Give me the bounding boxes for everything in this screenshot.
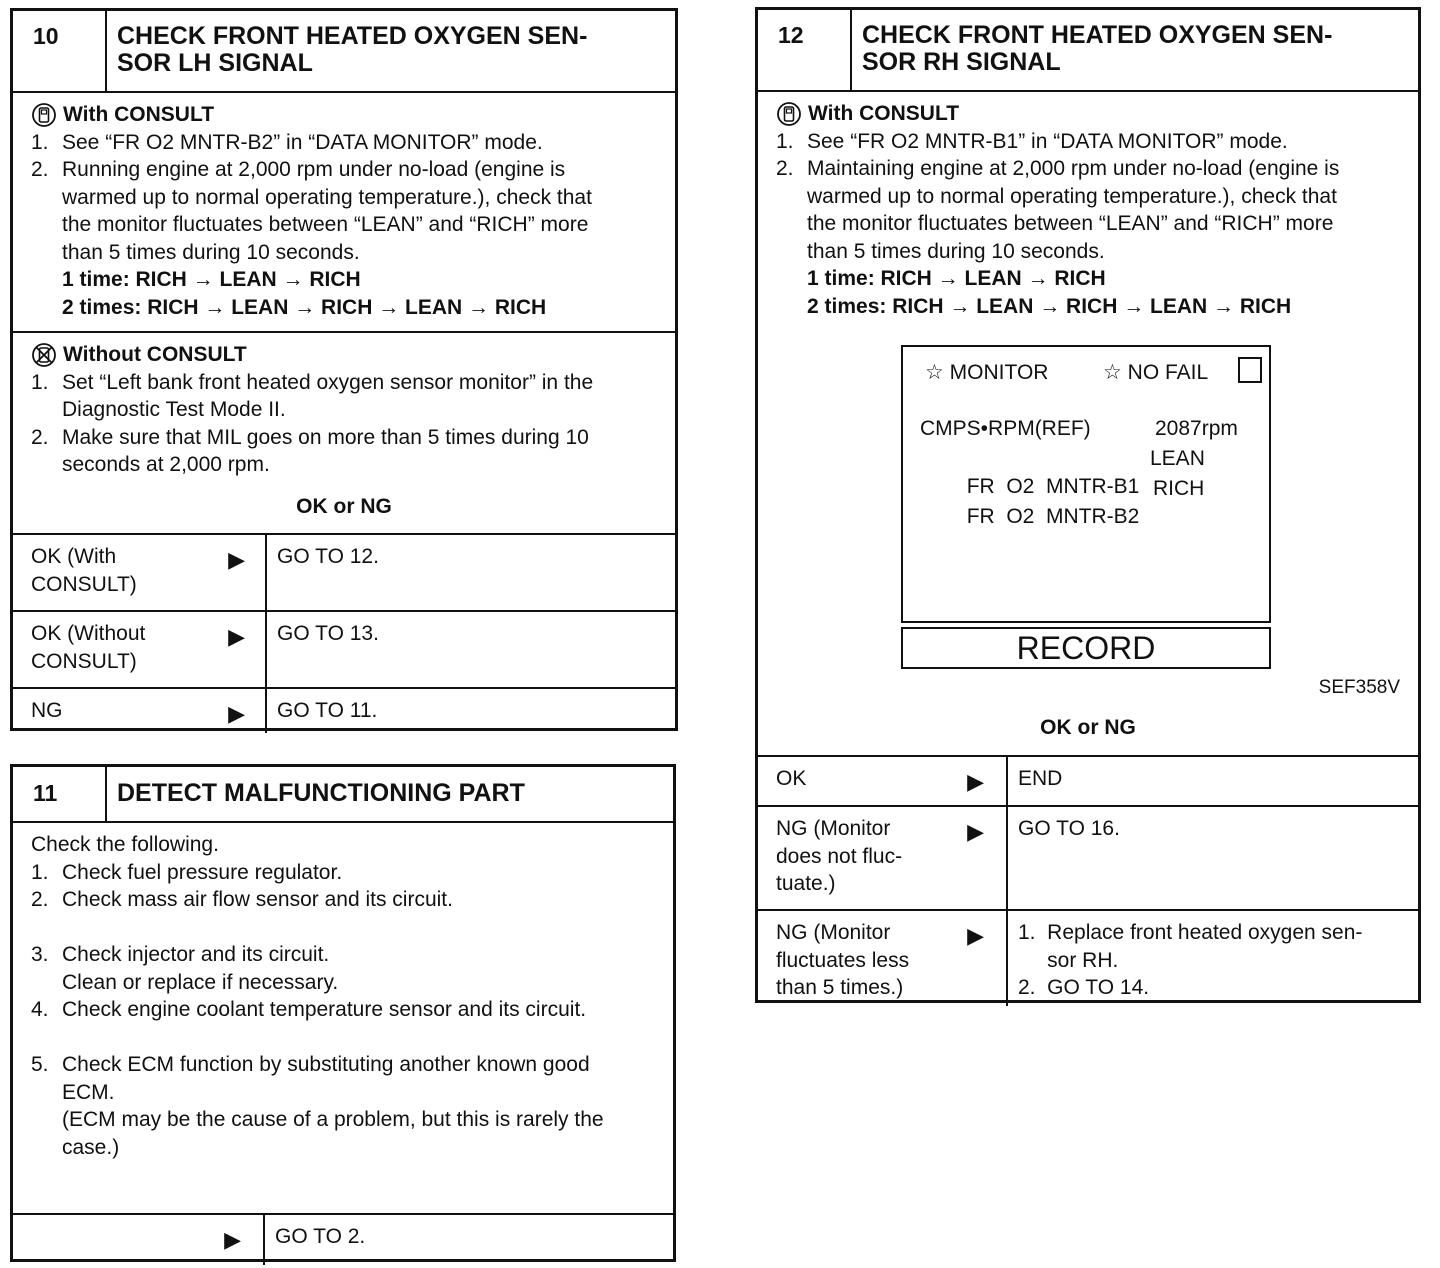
- item-text: case.): [62, 1135, 120, 1159]
- item-text: Check injector and its circuit.: [62, 943, 330, 966]
- figure-id: SEF358V: [1318, 677, 1400, 698]
- spacer: [31, 1024, 655, 1052]
- no-consult-icon: [31, 342, 57, 368]
- outcome-row: [13, 1213, 673, 1265]
- arrow-right-icon: ▶: [228, 547, 245, 572]
- list-item: [776, 128, 1400, 156]
- step-12-header: [758, 10, 1418, 92]
- item-number: 1.: [31, 130, 49, 154]
- step-title: CHECK FRONT HEATED OXYGEN SEN- SOR RH SIGNAL: [862, 21, 1333, 76]
- screen-status: [1103, 359, 1208, 387]
- with-consult-label: With CONSULT: [63, 103, 215, 126]
- screen-header: [925, 359, 1048, 387]
- checkbox-icon: [1238, 357, 1262, 383]
- outcome-condition: [758, 757, 1008, 805]
- spacer: [31, 914, 655, 942]
- step-title: CHECK FRONT HEATED OXYGEN SEN- SOR LH SIGNAL: [117, 22, 588, 77]
- example-line: 2 times: RICH → LEAN → RICH → LEAN → RICH: [807, 294, 1292, 318]
- list-item: [31, 129, 657, 157]
- step-11-header: [13, 767, 673, 823]
- list-item: [31, 424, 657, 452]
- star-icon: ☆: [1103, 361, 1122, 384]
- outcome-action: GO TO 13.: [277, 622, 379, 645]
- item-number: 1.: [31, 370, 49, 394]
- condition-text: fluctuates less: [776, 948, 910, 972]
- item-number: 1.: [31, 860, 49, 884]
- outcome-action: GO TO 16.: [1018, 817, 1120, 840]
- outcome-action: GO TO 11.: [277, 699, 378, 722]
- with-consult-section: [13, 93, 675, 333]
- row-label: FR O2 MNTR-B2: [966, 504, 1140, 528]
- condition-text: than 5 times.): [776, 976, 904, 999]
- row-label: CMPS•RPM(REF): [920, 417, 1091, 440]
- item-text: than 5 times during 10 seconds.: [807, 239, 1105, 263]
- item-text: Check engine coolant temperature sensor and its circuit.: [62, 998, 587, 1021]
- data-value: RICH: [1153, 477, 1205, 500]
- list-item: [31, 369, 657, 397]
- without-consult-heading: [31, 341, 657, 369]
- action-text: sor RH.: [1018, 948, 1119, 972]
- example-line: 2 times: RICH → LEAN → RICH → LEAN → RICH: [62, 295, 547, 319]
- item-text: Running engine at 2,000 rpm under no-load (engine is: [62, 158, 566, 181]
- list-item: [31, 156, 657, 184]
- row-label: FR O2 MNTR-B1: [966, 474, 1140, 498]
- step-10-header: [13, 11, 675, 93]
- outcome-condition: [13, 1215, 265, 1265]
- step-title: DETECT MALFUNCTIONING PART: [117, 779, 525, 807]
- outcome-action: END: [1018, 767, 1063, 790]
- outcome-row: [758, 805, 1418, 909]
- with-consult-heading: [31, 101, 657, 129]
- item-text: Check fuel pressure regulator.: [62, 860, 343, 884]
- step-11-box: [10, 764, 676, 1262]
- list-item: [31, 886, 655, 914]
- item-text: ECM.: [62, 1080, 115, 1104]
- item-text: See “FR O2 MNTR-B2” in “DATA MONITOR” mode.: [62, 130, 543, 154]
- result-label: OK or NG: [296, 494, 392, 518]
- list-item: [31, 996, 655, 1024]
- arrow-right-icon: ▶: [967, 923, 984, 948]
- consult-tool-icon: [776, 101, 802, 127]
- result-label: OK or NG: [1040, 716, 1136, 739]
- item-text: Check mass air flow sensor and its circuit.: [62, 888, 453, 911]
- outcome-action: GO TO 2.: [275, 1225, 366, 1248]
- list-item: [31, 859, 655, 887]
- outcome-action: GO TO 12.: [277, 545, 379, 568]
- outcome-action: [1008, 911, 1372, 1006]
- item-text: the monitor fluctuates between “LEAN” and “RICH” more: [62, 213, 589, 236]
- item-number: 1.: [776, 129, 794, 153]
- without-consult-label: Without CONSULT: [63, 343, 247, 366]
- list-item: [31, 1051, 655, 1079]
- item-number: 5.: [31, 1053, 49, 1076]
- step-number: 10: [13, 11, 107, 91]
- condition-text: does not fluc-: [776, 844, 903, 868]
- example-line: 1 time: RICH → LEAN → RICH: [807, 267, 1106, 290]
- step-10-box: [10, 8, 678, 731]
- outcome-condition: [13, 612, 267, 687]
- item-number: 2.: [31, 158, 49, 181]
- item-text: Check ECM function by substituting another known good: [62, 1053, 590, 1076]
- item-text: the monitor fluctuates between “LEAN” and “RICH” more: [807, 212, 1334, 235]
- condition-text: NG: [31, 699, 63, 722]
- condition-text: tuate.): [776, 872, 836, 895]
- outcome-row: [758, 909, 1418, 1006]
- item-text: Diagnostic Test Mode II.: [62, 398, 286, 421]
- outcome-condition: [13, 689, 267, 733]
- arrow-right-icon: ▶: [967, 819, 984, 844]
- outcome-condition: [758, 807, 1008, 909]
- item-text: See “FR O2 MNTR-B1” in “DATA MONITOR” mode.: [807, 129, 1288, 153]
- item-text: Set “Left bank front heated oxygen sensor monitor” in the: [62, 370, 594, 394]
- list-item: [776, 155, 1400, 183]
- outcome-row: [13, 533, 675, 610]
- consult-screen: [901, 345, 1271, 623]
- outcome-row: [13, 610, 675, 687]
- item-text: warmed up to normal operating temperature.), check that: [62, 185, 592, 209]
- outcome-condition: [13, 535, 267, 610]
- arrow-right-icon: ▶: [228, 701, 245, 726]
- record-button: RECORD: [901, 627, 1271, 669]
- data-row: [920, 415, 1091, 443]
- step-number: 12: [758, 10, 852, 90]
- example-line: 1 time: RICH → LEAN → RICH: [62, 268, 361, 291]
- item-text: (ECM may be the cause of a problem, but this is rarely the: [62, 1108, 604, 1131]
- step-number: 11: [13, 767, 107, 821]
- with-consult-heading: [776, 100, 1400, 128]
- outcome-row: [758, 755, 1418, 805]
- item-text: than 5 times during 10 seconds.: [62, 240, 360, 264]
- action-text: 1. Replace front heated oxygen sen-: [1018, 921, 1363, 944]
- arrow-right-icon: ▶: [967, 769, 984, 794]
- data-value: 2087rpm: [1155, 417, 1238, 440]
- with-consult-label: With CONSULT: [808, 102, 960, 125]
- item-number: 2.: [31, 425, 49, 449]
- step-11-body: [13, 823, 673, 1213]
- list-item: [31, 941, 655, 969]
- intro-text: Check the following.: [31, 833, 219, 856]
- monitor-label: MONITOR: [949, 361, 1049, 384]
- with-consult-section: [758, 92, 1418, 755]
- star-icon: ☆: [925, 361, 944, 384]
- condition-text: OK: [776, 767, 807, 790]
- item-text: seconds at 2,000 rpm.: [62, 453, 270, 476]
- arrow-right-icon: ▶: [228, 624, 245, 649]
- item-number: 2.: [776, 157, 794, 180]
- condition-text: OK (With: [31, 545, 117, 568]
- action-text: 2. GO TO 14.: [1018, 976, 1150, 999]
- step-12-box: [755, 7, 1421, 1003]
- item-number: 4.: [31, 998, 49, 1021]
- item-text: Maintaining engine at 2,000 rpm under no-load (engine is: [807, 157, 1340, 180]
- data-row: [920, 475, 1139, 558]
- nofail-label: NO FAIL: [1127, 361, 1209, 384]
- condition-text: CONSULT): [31, 572, 137, 596]
- outcome-row: [13, 687, 675, 733]
- item-text: Make sure that MIL goes on more than 5 times during 10: [62, 425, 589, 449]
- without-consult-section: [13, 333, 675, 533]
- arrow-right-icon: ▶: [224, 1227, 241, 1252]
- item-number: 2.: [31, 888, 49, 911]
- data-value: LEAN: [1150, 447, 1205, 470]
- item-number: 3.: [31, 943, 49, 966]
- condition-text: NG (Monitor: [776, 817, 891, 840]
- item-text: Clean or replace if necessary.: [62, 970, 339, 994]
- condition-text: NG (Monitor: [776, 921, 891, 944]
- outcome-condition: [758, 911, 1008, 1006]
- consult-tool-icon: [31, 102, 57, 128]
- item-text: warmed up to normal operating temperature.), check that: [807, 184, 1337, 208]
- condition-text: CONSULT): [31, 649, 137, 673]
- condition-text: OK (Without: [31, 622, 146, 645]
